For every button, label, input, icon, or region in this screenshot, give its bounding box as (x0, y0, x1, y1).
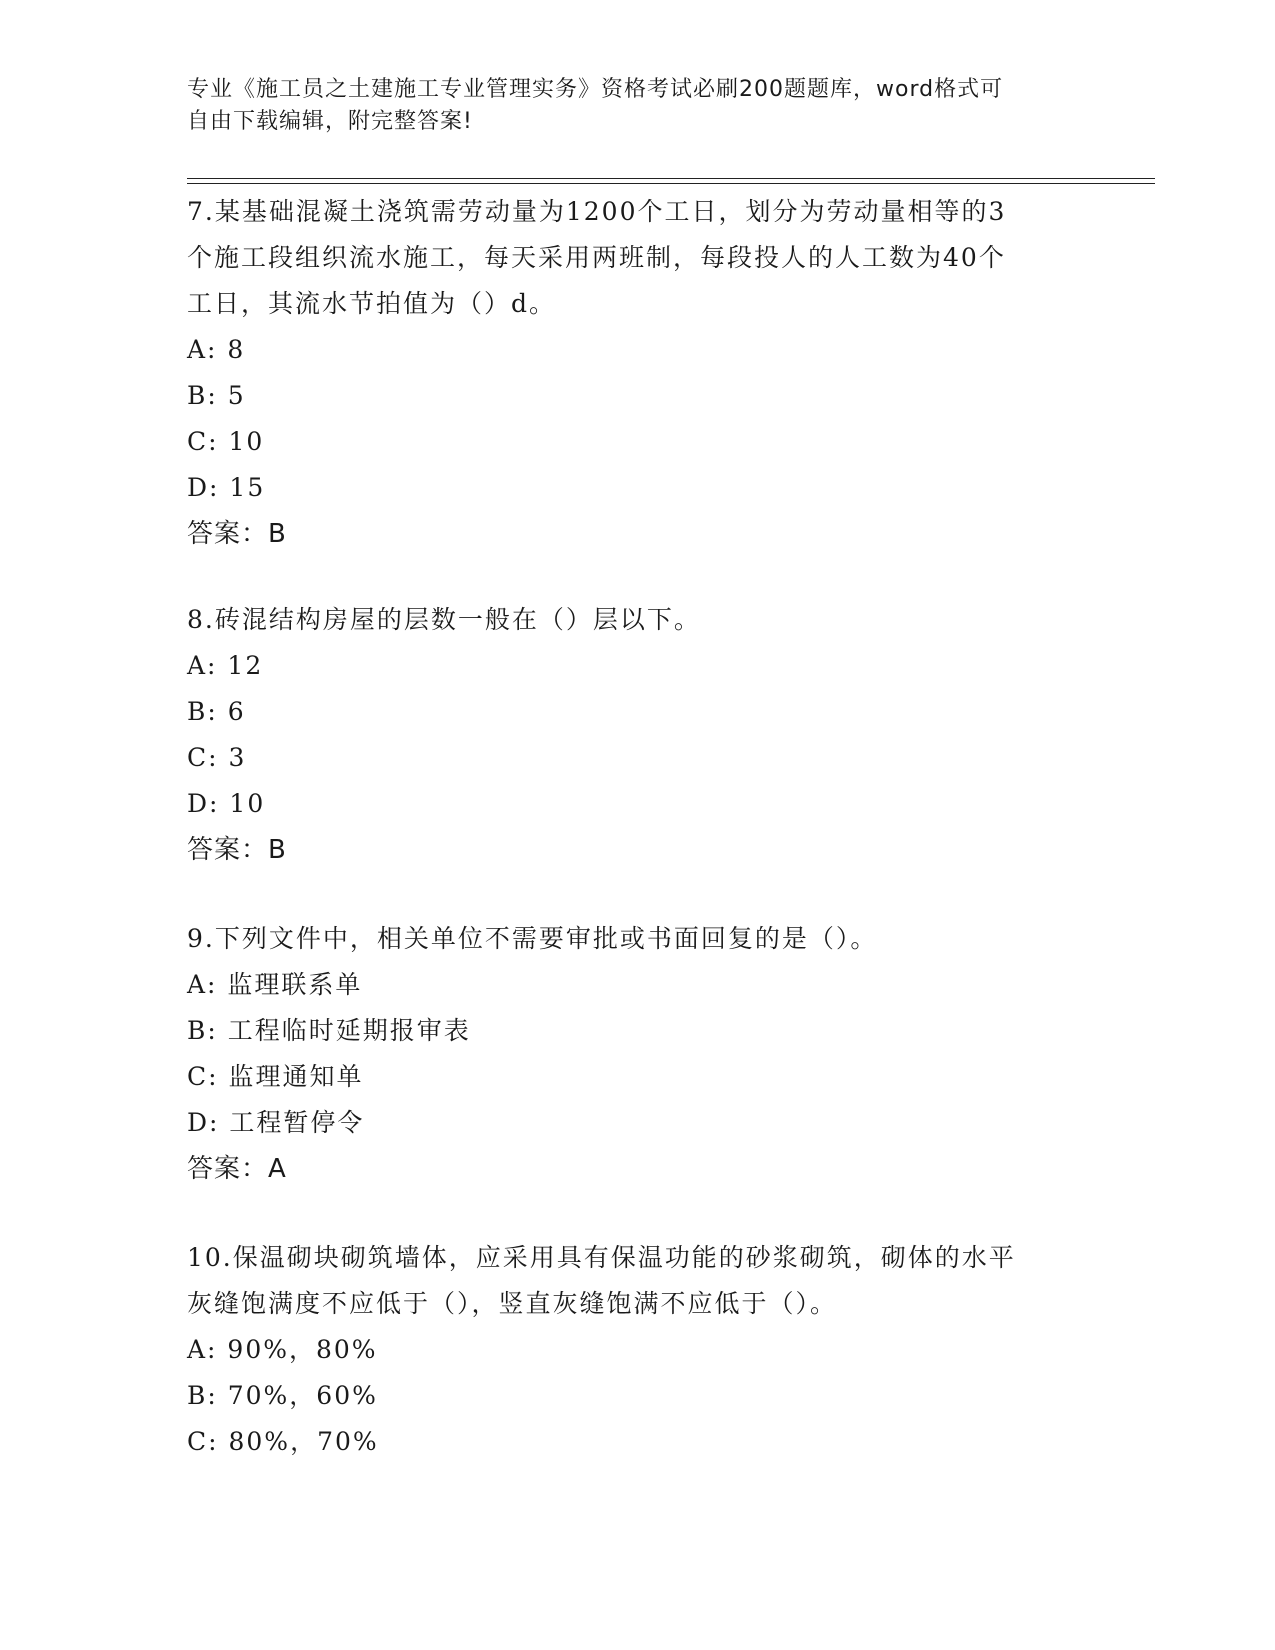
question-stem-line: 个施工段组织流水施工，每天采用两班制，每段投人的人工数为40个 (187, 243, 1006, 272)
option-b: B: 工程临时延期报审表 (187, 1016, 471, 1045)
question-stem-line: 灰缝饱满度不应低于（），竖直灰缝饱满不应低于（）。 (187, 1289, 838, 1318)
question-stem-line: 10.保温砌块砌筑墙体，应采用具有保温功能的砂浆砌筑，砌体的水平 (187, 1243, 1016, 1272)
question-8 (187, 597, 1087, 873)
option-b: B: 70%，60% (187, 1381, 378, 1410)
option-d: D: 15 (187, 473, 266, 502)
question-9 (187, 916, 1087, 1192)
answer-line: 答案：B (187, 519, 287, 549)
option-b: B: 6 (187, 697, 246, 726)
option-b: B: 5 (187, 381, 246, 410)
option-c: C: 10 (187, 427, 265, 456)
option-d: D: 10 (187, 789, 266, 818)
header-divider-top (187, 178, 1155, 179)
document-header (187, 74, 1067, 138)
option-a: A: 90%，80% (187, 1335, 378, 1364)
answer-line: 答案：A (187, 1154, 287, 1184)
question-stem-line: 8.砖混结构房屋的层数一般在（）层以下。 (187, 605, 701, 634)
answer-line: 答案：B (187, 835, 287, 865)
option-d: D: 工程暂停令 (187, 1108, 365, 1137)
option-a: A: 监理联系单 (187, 970, 363, 999)
option-a: A: 12 (187, 651, 264, 680)
option-c: C: 80%，70% (187, 1427, 379, 1456)
question-10 (187, 1235, 1087, 1465)
question-stem-line: 工日，其流水节拍值为（）d。 (187, 289, 557, 318)
question-7 (187, 189, 1087, 557)
question-stem-line: 7.某基础混凝土浇筑需劳动量为1200个工日，划分为劳动量相等的3 (187, 197, 1007, 226)
header-line-1: 专业《施工员之土建施工专业管理实务》资格考试必刷200题题库，word格式可 (187, 77, 1004, 102)
header-divider-bottom (187, 183, 1155, 184)
header-line-2: 自由下载编辑，附完整答案! (187, 109, 473, 134)
option-c: C: 3 (187, 743, 247, 772)
question-stem-line: 9.下列文件中，相关单位不需要审批或书面回复的是（）。 (187, 924, 878, 953)
option-a: A: 8 (187, 335, 246, 364)
option-c: C: 监理通知单 (187, 1062, 364, 1091)
